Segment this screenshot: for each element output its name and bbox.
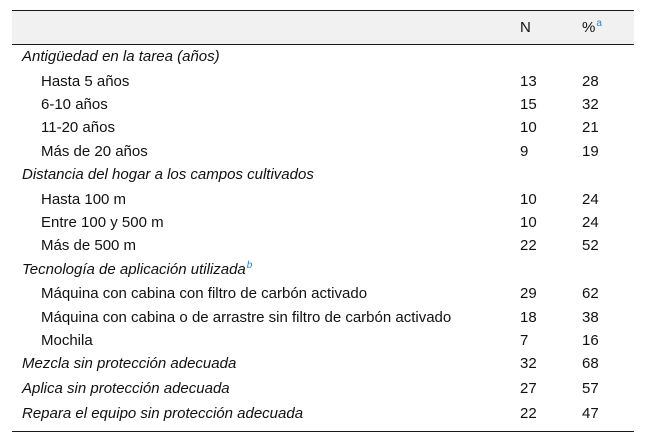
row-percent: 28 — [582, 72, 599, 90]
row-n: 10 — [520, 190, 537, 208]
table-row — [12, 306, 634, 329]
row-n: 10 — [520, 214, 537, 232]
row-percent: 57 — [582, 380, 599, 398]
row-n: 27 — [520, 380, 537, 398]
row-label: Hasta 5 años — [41, 72, 130, 90]
row-percent: 32 — [582, 96, 599, 114]
footnote-b-marker[interactable]: b — [246, 259, 253, 271]
table-row — [12, 282, 634, 305]
table-row — [12, 234, 634, 257]
table-row-aplica — [12, 377, 634, 402]
row-label: Máquina con cabina o de arrastre sin filtro de carbón activado — [41, 308, 452, 326]
table-row — [12, 140, 634, 163]
row-label: Mochila — [41, 332, 93, 350]
row-label: Aplica sin protección adecuada — [22, 380, 230, 398]
row-n: 15 — [520, 96, 537, 114]
row-label: Mezcla sin protección adecuada — [22, 355, 237, 373]
row-percent: 24 — [582, 190, 599, 208]
row-percent: 16 — [582, 332, 599, 350]
row-percent: 47 — [582, 404, 599, 422]
table-row — [12, 116, 634, 139]
table-row — [12, 93, 634, 116]
row-n: 22 — [520, 237, 537, 255]
table-row-repara — [12, 402, 634, 427]
row-n: 18 — [520, 308, 537, 326]
header-n: N — [520, 19, 531, 36]
row-n: 7 — [520, 332, 529, 350]
table-row — [12, 329, 634, 352]
header-percent-label: % — [582, 19, 596, 36]
table-row-mezcla — [12, 352, 634, 377]
row-percent: 68 — [582, 355, 599, 373]
table-row — [12, 70, 634, 93]
row-label: 11-20 años — [41, 119, 115, 137]
table-row — [12, 188, 634, 211]
row-label: Máquina con cabina con filtro de carbón activado — [41, 285, 368, 303]
row-n: 13 — [520, 72, 537, 90]
section-header-tecnologia — [12, 258, 634, 283]
row-label: 6-10 años — [41, 96, 108, 114]
footnote-a-marker[interactable]: a — [596, 18, 602, 29]
row-label: Más de 500 m — [41, 237, 137, 255]
table-body — [12, 45, 634, 427]
section-header-antiguedad — [12, 45, 634, 70]
row-n: 9 — [520, 142, 529, 160]
row-label: Repara el equipo sin protección adecuada — [22, 404, 304, 422]
row-label: Antigüedad en la tarea (años) — [22, 48, 220, 65]
row-label — [22, 261, 252, 278]
section-header-distancia — [12, 163, 634, 188]
data-table — [12, 10, 634, 432]
row-percent: 52 — [582, 237, 599, 255]
row-label: Hasta 100 m — [41, 190, 127, 208]
table-header — [12, 11, 634, 45]
row-percent: 21 — [582, 119, 599, 137]
row-label-text: Tecnología de aplicación utilizada — [22, 260, 246, 278]
row-label: Distancia del hogar a los campos cultivados — [22, 165, 314, 183]
row-percent: 24 — [582, 214, 599, 232]
row-percent: 38 — [582, 308, 599, 326]
row-n: 22 — [520, 404, 537, 422]
row-n: 10 — [520, 119, 537, 137]
header-percent — [582, 19, 602, 36]
table-row — [12, 211, 634, 234]
row-percent: 19 — [582, 142, 599, 160]
row-label: Entre 100 y 500 m — [41, 214, 164, 232]
row-percent: 62 — [582, 285, 599, 303]
row-n: 32 — [520, 355, 537, 373]
row-label: Más de 20 años — [41, 142, 148, 160]
row-n: 29 — [520, 285, 537, 303]
